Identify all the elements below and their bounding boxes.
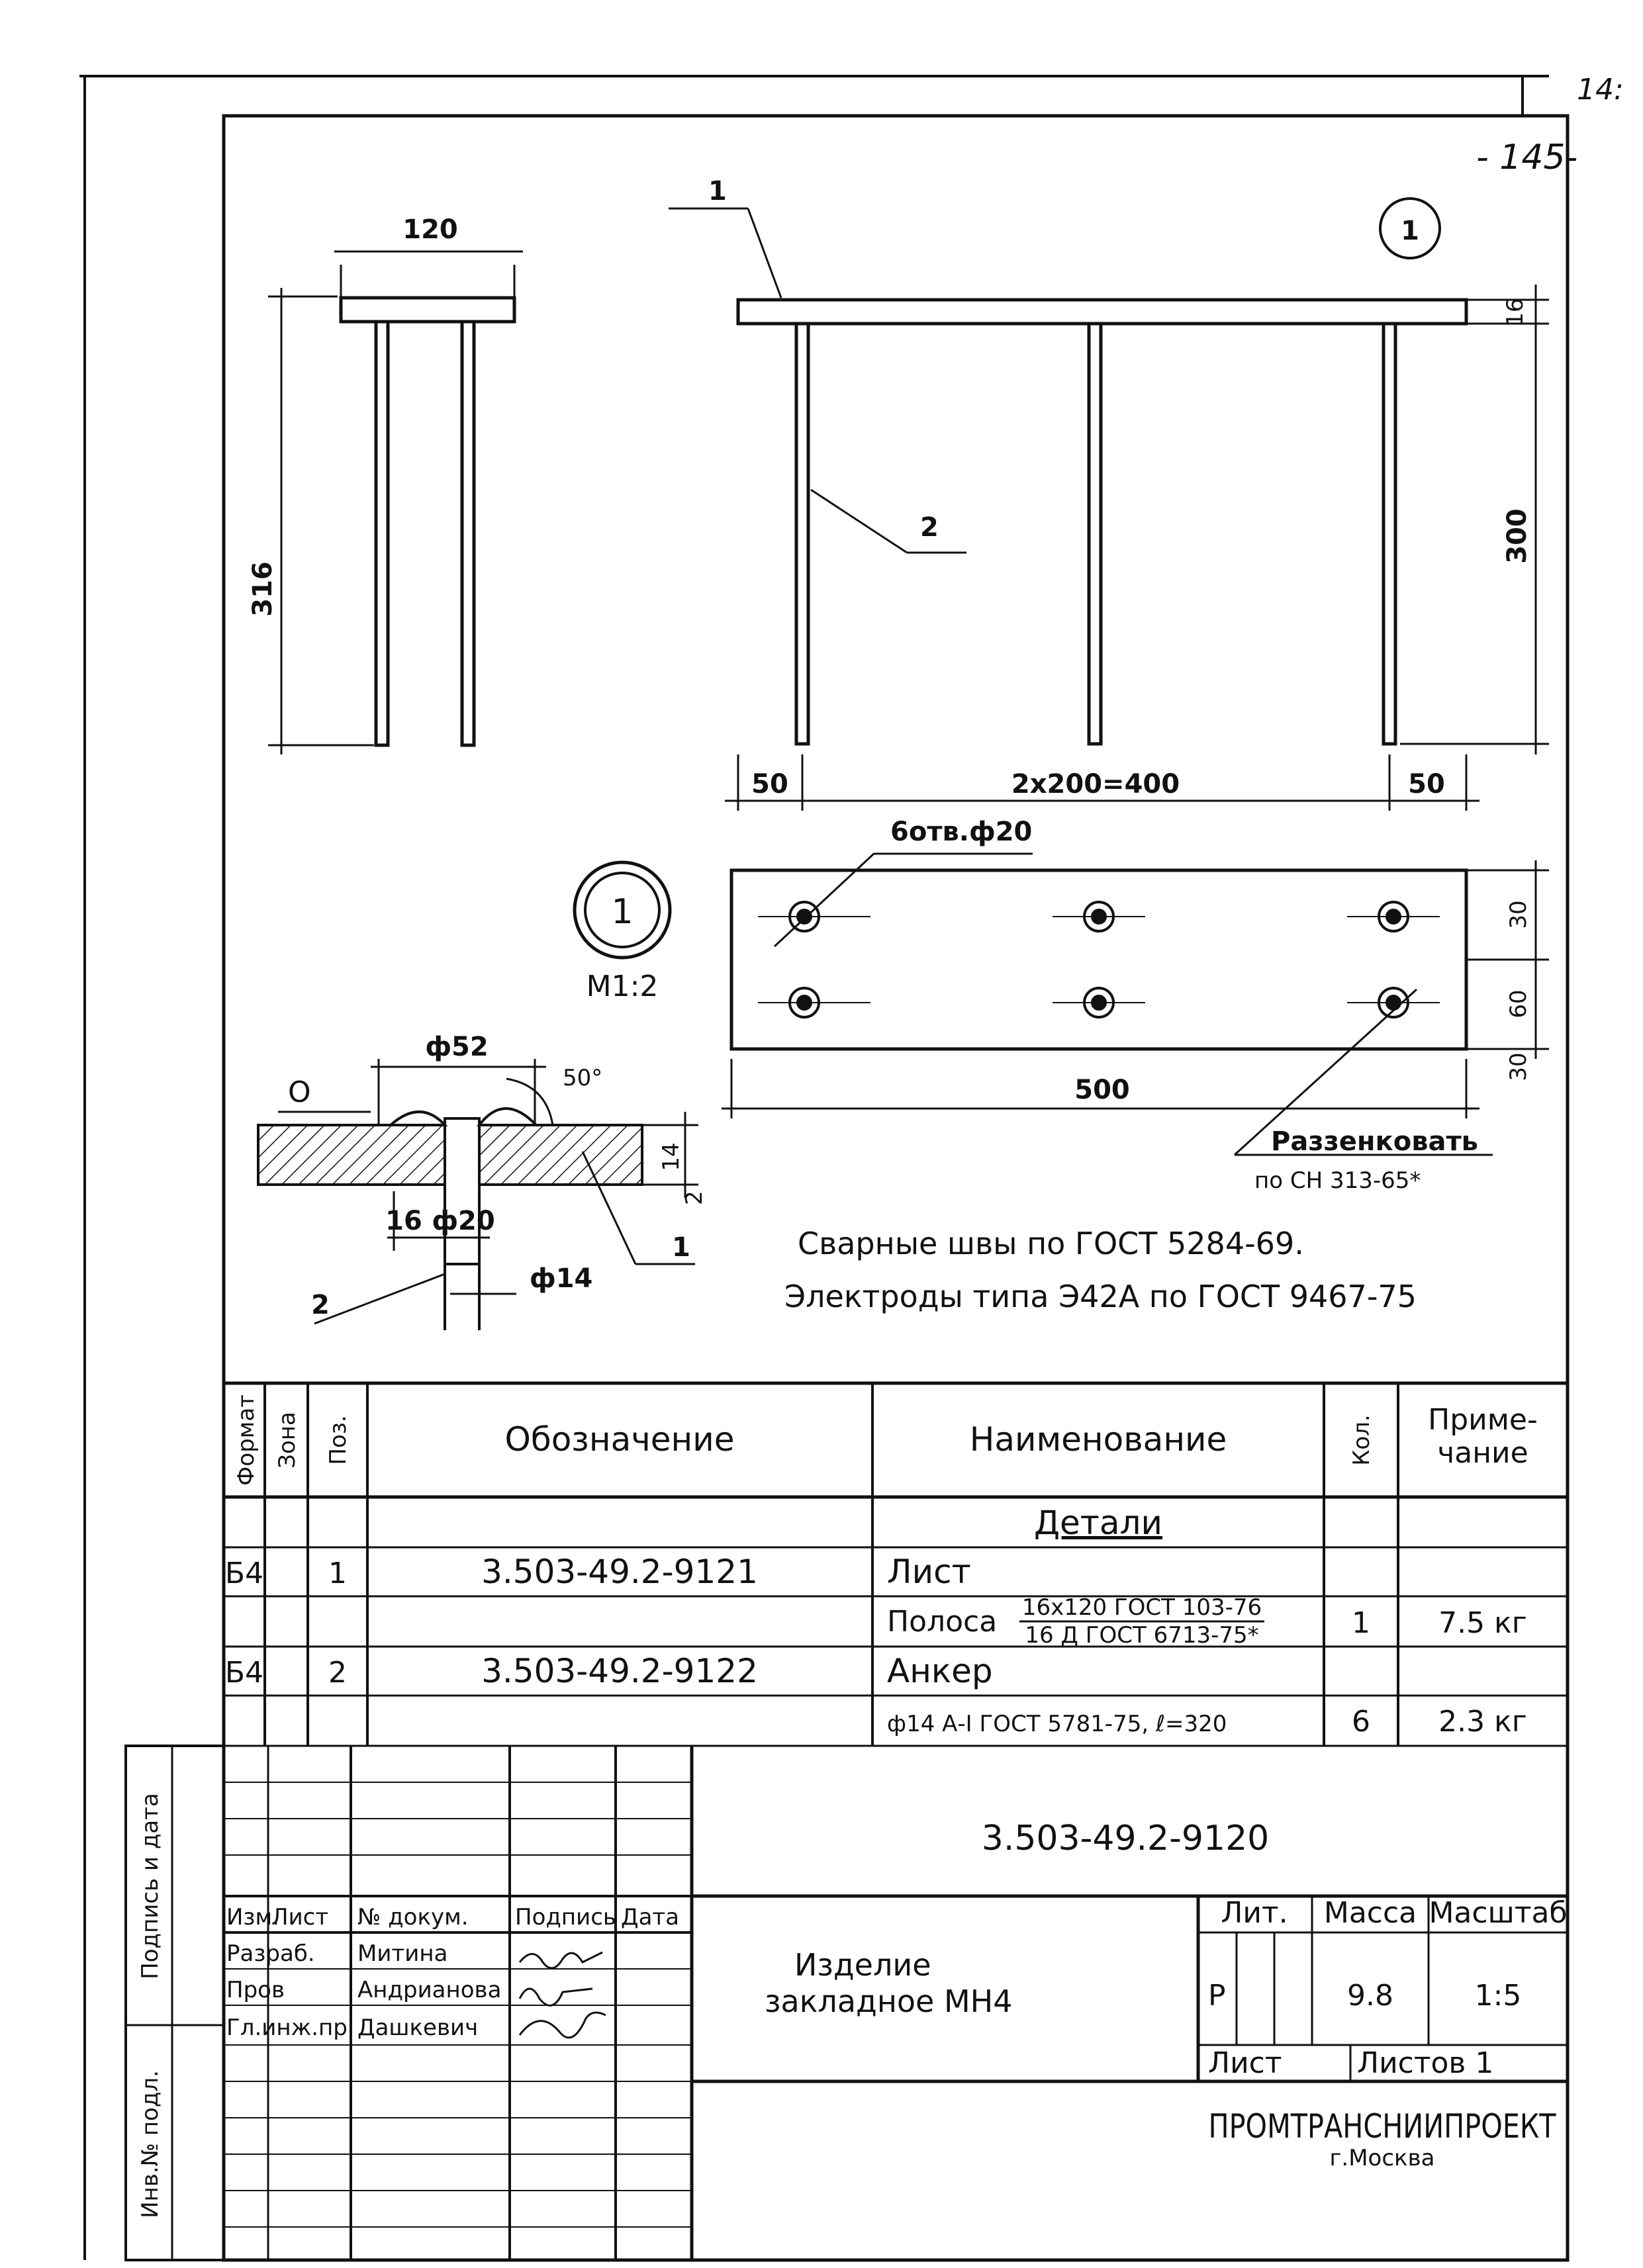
tb-city: г.Москва — [1329, 2145, 1435, 2171]
tb-lit-value: Р — [1208, 1979, 1226, 2013]
tb-scale-label: Масштаб — [1429, 1896, 1568, 1930]
spec-header-format: Формат — [233, 1394, 259, 1486]
pos-label-2: 2 — [920, 512, 939, 543]
spec-header-note-2: чание — [1437, 1436, 1528, 1470]
detail-angle: 50° — [563, 1065, 603, 1091]
row1-format: Б4 — [224, 1557, 264, 1590]
tb-header-list: Лист — [271, 1904, 329, 1930]
sheet-number-page: - 145- — [1476, 138, 1578, 177]
dim-60: 60 — [1505, 989, 1532, 1019]
tb-header-sign: Подпись — [515, 1904, 616, 1930]
dim-side-height: 316 — [248, 561, 278, 617]
spec-header-zone: Зона — [274, 1412, 301, 1469]
dim-left-50: 50 — [751, 769, 788, 799]
dim-500: 500 — [1074, 1075, 1130, 1105]
tb-mass-value: 9.8 — [1347, 1979, 1393, 2013]
tb-sheet-label: Лист — [1208, 2046, 1282, 2080]
tb-role-developer: Разраб. — [226, 1940, 315, 1967]
row2-qty: 1 — [1352, 1606, 1370, 1640]
tb-role-chief: Гл.инж.пр — [226, 2015, 348, 2041]
tb-header-doc: № докум. — [357, 1904, 469, 1930]
row1-name: Лист — [887, 1553, 971, 1591]
detail-dim-16: 16 — [385, 1206, 422, 1236]
spec-header-note-1: Приме- — [1428, 1403, 1538, 1437]
tb-name-chief: Дашкевич — [357, 2015, 479, 2041]
view-callout-number: 1 — [1401, 216, 1419, 246]
detail-diameter-20: ф20 — [432, 1206, 495, 1236]
row1-designation: 3.503-49.2-9121 — [481, 1553, 758, 1591]
tb-name-checker: Андрианова — [357, 1977, 502, 2003]
detail-dim-2: 2 — [681, 1191, 708, 1205]
side-stamp-signature-date: Подпись и дата — [137, 1793, 164, 1979]
tb-name-developer: Митина — [357, 1940, 448, 1967]
detail-callout-number: 1 — [611, 892, 634, 932]
row1-pos: 1 — [328, 1557, 347, 1590]
tb-sheets-label: Листов 1 — [1357, 2046, 1494, 2080]
plan-view — [722, 854, 1549, 1155]
detail-dim-14: 14 — [658, 1142, 684, 1171]
spec-header-qty: Кол. — [1348, 1414, 1375, 1466]
spec-header-designation: Обозначение — [504, 1420, 735, 1459]
note-welds: Сварные швы по ГОСТ 5284-69. — [798, 1226, 1304, 1261]
tb-header-izm: Изм. — [226, 1904, 279, 1930]
note-electrodes: Электроды типа Э42А по ГОСТ 9467-75 — [784, 1279, 1417, 1314]
row3-format: Б4 — [224, 1656, 264, 1690]
side-stamp-inv-number: Инв.№ подл. — [137, 2070, 164, 2218]
countersink-note-2: по СН 313-65* — [1254, 1167, 1421, 1194]
detail-pos-2: 2 — [311, 1290, 330, 1320]
detail-scale: М1:2 — [586, 970, 659, 1003]
countersink-note-1: Раззенковать — [1271, 1126, 1478, 1157]
tb-scale-value: 1:5 — [1474, 1979, 1522, 2013]
detail-diameter-14: ф14 — [530, 1263, 593, 1294]
detail-o: О — [288, 1075, 311, 1109]
row4-name: ф14 А-I ГОСТ 5781-75, ℓ=320 — [887, 1711, 1227, 1737]
holes-label: 6отв.ф20 — [890, 817, 1033, 847]
item-name-line2: закладное МН4 — [765, 1983, 1013, 2019]
front-view — [669, 208, 1549, 811]
side-view — [268, 251, 523, 754]
tb-organization: ПРОМТРАНСНИИПРОЕКТ — [1208, 2107, 1556, 2146]
row3-name: Анкер — [887, 1652, 993, 1690]
row2-frac-bottom: 16 Д ГОСТ 6713-75* — [1025, 1622, 1259, 1649]
row2-name-prefix: Полоса — [887, 1605, 998, 1639]
spec-header-name: Наименование — [969, 1420, 1227, 1459]
sheet-number-top: 14: — [1577, 73, 1624, 107]
spec-header-pos: Поз. — [325, 1415, 352, 1465]
tb-role-checker: Пров — [226, 1977, 285, 2003]
signatures — [520, 1952, 606, 2038]
dim-front-height: 300 — [1502, 508, 1532, 564]
row2-note: 7.5 кг — [1438, 1606, 1527, 1640]
dim-side-width: 120 — [402, 214, 458, 245]
row3-pos: 2 — [328, 1656, 347, 1690]
title-doc-number: 3.503-49.2-9120 — [981, 1819, 1270, 1858]
row4-qty: 6 — [1352, 1705, 1370, 1739]
row4-note: 2.3 кг — [1438, 1705, 1527, 1739]
row3-designation: 3.503-49.2-9122 — [481, 1652, 758, 1690]
dim-30-top: 30 — [1505, 900, 1532, 929]
tb-mass-label: Масса — [1323, 1896, 1417, 1930]
row2-frac-top: 16х120 ГОСТ 103-76 — [1021, 1594, 1262, 1621]
tb-header-date: Дата — [621, 1904, 680, 1930]
spec-section-details: Детали — [1033, 1504, 1163, 1542]
dim-plate-thickness: 16 — [1502, 298, 1528, 327]
dim-30-bottom: 30 — [1505, 1052, 1532, 1081]
dim-middle-400: 2x200=400 — [1011, 769, 1180, 799]
pos-label-1: 1 — [708, 176, 727, 206]
detail-diameter-52: ф52 — [425, 1032, 489, 1062]
detail-pos-1: 1 — [672, 1232, 690, 1263]
dim-right-50: 50 — [1408, 769, 1445, 799]
tb-lit-label: Лит. — [1221, 1896, 1288, 1930]
item-name-line1: Изделие — [794, 1947, 931, 1983]
